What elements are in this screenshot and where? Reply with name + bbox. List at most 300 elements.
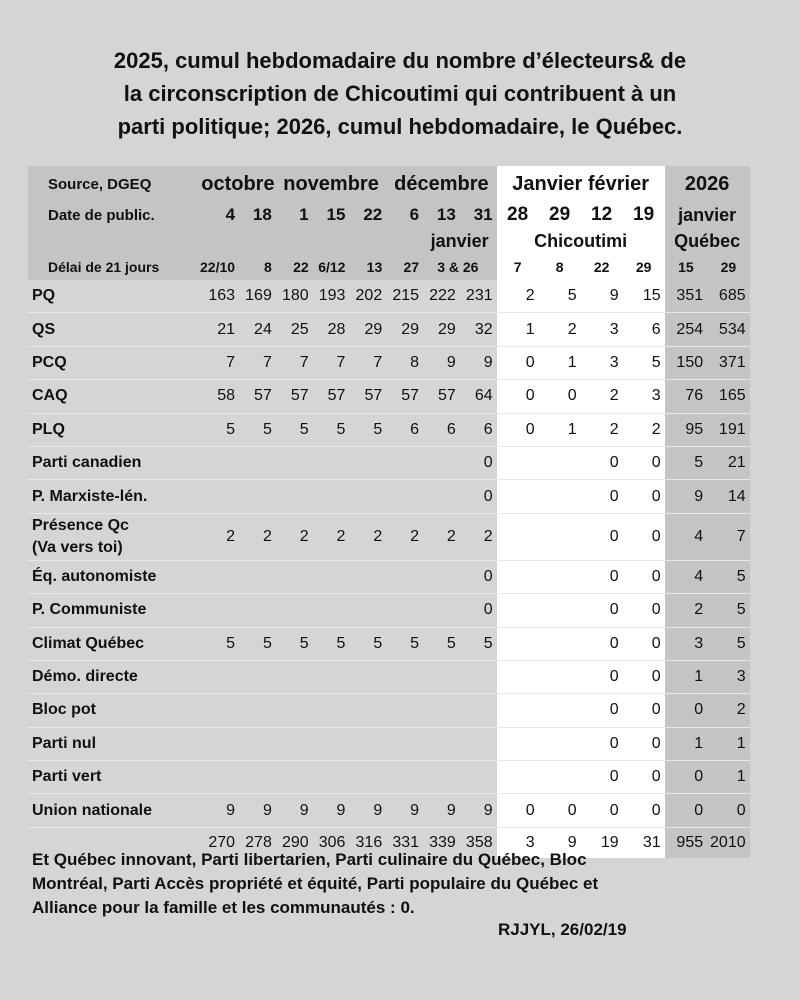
table-cell: 1 bbox=[707, 761, 750, 794]
table-cell: 8 bbox=[386, 346, 423, 379]
table-cell: 0 bbox=[623, 480, 665, 513]
table-cell: 3 bbox=[581, 313, 623, 346]
total-cell: 31 bbox=[623, 827, 665, 858]
table-cell: 2 bbox=[276, 513, 313, 560]
party-label bbox=[28, 280, 200, 313]
table-cell: 5 bbox=[460, 627, 497, 660]
total-cell: 306 bbox=[318, 833, 346, 851]
table-cell: 0 bbox=[581, 727, 623, 760]
table-cell: 0 bbox=[581, 627, 623, 660]
table-cell: 24 bbox=[239, 313, 276, 346]
title-line-3: parti politique; 2026, cumul hebdomadaire, le Québec. bbox=[117, 114, 683, 139]
party-label bbox=[28, 761, 200, 794]
table-cell bbox=[386, 446, 423, 479]
table-row bbox=[28, 413, 750, 446]
table-cell: 222 bbox=[423, 280, 460, 313]
table-cell: 0 bbox=[539, 794, 581, 827]
table-cell: 5 bbox=[239, 627, 276, 660]
party-name: P. Communiste bbox=[32, 601, 147, 619]
chicoutimi-label: Chicoutimi bbox=[497, 228, 665, 254]
table-cell: 5 bbox=[200, 413, 239, 446]
total-cell: 9 bbox=[539, 827, 581, 858]
table-cell bbox=[313, 446, 350, 479]
table-cell bbox=[497, 594, 539, 627]
table-cell: 5 bbox=[349, 627, 386, 660]
table-cell bbox=[313, 594, 350, 627]
party-name-line2: (Va vers toi) bbox=[32, 538, 123, 556]
table-cell: 25 bbox=[276, 313, 313, 346]
table-cell: 2 bbox=[423, 513, 460, 560]
table-cell: 21 bbox=[200, 313, 239, 346]
date-cell: 22 bbox=[349, 202, 386, 228]
table-cell bbox=[497, 694, 539, 727]
table-cell: 7 bbox=[200, 346, 239, 379]
table-cell bbox=[386, 594, 423, 627]
party-label bbox=[28, 660, 200, 693]
table-cell: 5 bbox=[707, 594, 750, 627]
table-cell: 2 bbox=[460, 513, 497, 560]
table-cell: 7 bbox=[313, 346, 350, 379]
table-row bbox=[28, 694, 750, 727]
party-name: CAQ bbox=[32, 387, 68, 405]
table-row bbox=[28, 627, 750, 660]
table-cell: 169 bbox=[239, 280, 276, 313]
table-cell: 32 bbox=[460, 313, 497, 346]
party-label bbox=[28, 513, 200, 560]
table-cell: 2 bbox=[200, 513, 239, 560]
table-cell: 0 bbox=[581, 794, 623, 827]
table-cell bbox=[423, 560, 460, 593]
table-cell: 0 bbox=[623, 560, 665, 593]
table-cell bbox=[239, 560, 276, 593]
table-cell: 0 bbox=[581, 694, 623, 727]
table-row bbox=[28, 480, 750, 513]
party-label bbox=[28, 380, 200, 413]
table-cell: 0 bbox=[497, 346, 539, 379]
table-cell bbox=[497, 727, 539, 760]
table-cell: 7 bbox=[349, 346, 386, 379]
table-row bbox=[28, 761, 750, 794]
table-cell bbox=[423, 761, 460, 794]
header-row-dates bbox=[28, 202, 750, 228]
date-cell: 31 bbox=[460, 202, 497, 228]
table-cell: 6 bbox=[623, 313, 665, 346]
party-name: P. Marxiste-lén. bbox=[32, 487, 148, 505]
delay-cell: 13 bbox=[349, 254, 386, 280]
date-cell: 19 bbox=[623, 202, 665, 228]
table-cell: 15 bbox=[623, 280, 665, 313]
table-cell bbox=[497, 627, 539, 660]
table-cell bbox=[539, 761, 581, 794]
delay-cell: 29 bbox=[707, 254, 750, 280]
table-cell: 2 bbox=[707, 694, 750, 727]
table-cell: 0 bbox=[623, 761, 665, 794]
delay-cell: 22/10 bbox=[200, 254, 239, 280]
table-cell: 5 bbox=[276, 413, 313, 446]
table-row bbox=[28, 280, 750, 313]
header-row-sub bbox=[28, 228, 750, 254]
table-cell: 163 bbox=[200, 280, 239, 313]
table-cell: 5 bbox=[623, 346, 665, 379]
month-novembre: novembre bbox=[276, 166, 386, 202]
table-cell: 0 bbox=[497, 794, 539, 827]
title-line-2: la circonscription de Chicoutimi qui contribuent à un bbox=[123, 81, 677, 106]
table-cell: 0 bbox=[581, 480, 623, 513]
table-cell: 2 bbox=[497, 280, 539, 313]
table-cell: 0 bbox=[539, 380, 581, 413]
table-cell bbox=[349, 761, 386, 794]
table-cell: 1 bbox=[497, 313, 539, 346]
table-cell bbox=[349, 594, 386, 627]
table-cell: 165 bbox=[707, 380, 750, 413]
delay-cell: 29 bbox=[623, 254, 665, 280]
table-cell: 4 bbox=[665, 513, 708, 560]
table-cell: 685 bbox=[707, 280, 750, 313]
table-cell bbox=[276, 560, 313, 593]
table-cell: 6 bbox=[386, 413, 423, 446]
table-cell: 0 bbox=[623, 446, 665, 479]
party-name: QS bbox=[32, 320, 56, 338]
table-cell bbox=[239, 761, 276, 794]
table-cell: 191 bbox=[707, 413, 750, 446]
table-cell: 2 bbox=[539, 313, 581, 346]
table-cell: 0 bbox=[460, 594, 497, 627]
table-cell bbox=[423, 694, 460, 727]
table-cell bbox=[423, 480, 460, 513]
delay-cell: 22 bbox=[581, 254, 623, 280]
party-name: Parti nul bbox=[32, 734, 97, 752]
table-cell: 0 bbox=[581, 660, 623, 693]
delay-label: Délai de 21 jours bbox=[28, 254, 200, 280]
table-row bbox=[28, 727, 750, 760]
table-cell: 5 bbox=[423, 627, 460, 660]
table-cell bbox=[200, 480, 239, 513]
delay-cell: 8 bbox=[539, 254, 581, 280]
table-cell: 7 bbox=[239, 346, 276, 379]
year-2026: 2026 bbox=[665, 166, 750, 202]
table-cell: 9 bbox=[313, 794, 350, 827]
party-rows bbox=[28, 280, 750, 827]
table-cell: 3 bbox=[707, 660, 750, 693]
party-label bbox=[28, 480, 200, 513]
table-cell: 215 bbox=[386, 280, 423, 313]
table-cell bbox=[539, 594, 581, 627]
contributions-table bbox=[28, 166, 750, 858]
date-cell: 29 bbox=[539, 202, 581, 228]
table-cell bbox=[200, 694, 239, 727]
total-cell: 2010 bbox=[707, 827, 750, 858]
table-cell: 5 bbox=[200, 627, 239, 660]
table-cell: 2 bbox=[581, 413, 623, 446]
table-row bbox=[28, 346, 750, 379]
party-label bbox=[28, 627, 200, 660]
table-cell: 0 bbox=[581, 513, 623, 560]
table-cell: 5 bbox=[349, 413, 386, 446]
table-cell bbox=[497, 660, 539, 693]
table-cell: 9 bbox=[276, 794, 313, 827]
table-row bbox=[28, 594, 750, 627]
table-cell bbox=[200, 446, 239, 479]
party-name: Bloc pot bbox=[32, 701, 96, 719]
footnote-line-1: Et Québec innovant, Parti libertarien, Parti culinaire du Québec, Bloc bbox=[32, 850, 587, 869]
table-cell: 0 bbox=[623, 794, 665, 827]
janvier-sub-label: janvier bbox=[386, 228, 496, 254]
table-cell: 6 bbox=[423, 413, 460, 446]
table-cell: 21 bbox=[707, 446, 750, 479]
table-cell bbox=[239, 727, 276, 760]
table-cell: 2 bbox=[665, 594, 708, 627]
table-cell bbox=[200, 761, 239, 794]
table-cell: 57 bbox=[313, 380, 350, 413]
table-cell bbox=[349, 480, 386, 513]
date-cell: 15 bbox=[313, 202, 350, 228]
month-janvier-fevrier: Janvier février bbox=[497, 166, 665, 202]
table-cell: 0 bbox=[623, 513, 665, 560]
date-cell: 18 bbox=[239, 202, 276, 228]
table-cell: 150 bbox=[665, 346, 708, 379]
table-cell: 0 bbox=[665, 694, 708, 727]
delay-cell: 8 bbox=[239, 254, 276, 280]
party-label bbox=[28, 560, 200, 593]
table-cell: 0 bbox=[497, 413, 539, 446]
table-cell: 9 bbox=[386, 794, 423, 827]
party-label bbox=[28, 694, 200, 727]
table-cell: 4 bbox=[665, 560, 708, 593]
table-row bbox=[28, 660, 750, 693]
table-cell bbox=[200, 594, 239, 627]
table-cell: 2 bbox=[386, 513, 423, 560]
party-name: Parti vert bbox=[32, 768, 102, 786]
table-cell: 0 bbox=[460, 446, 497, 479]
table-cell bbox=[276, 660, 313, 693]
total-cell: 316 bbox=[355, 833, 383, 851]
party-name: Climat Québec bbox=[32, 634, 145, 652]
table-cell: 9 bbox=[460, 346, 497, 379]
page-title bbox=[60, 44, 740, 143]
table-cell bbox=[239, 660, 276, 693]
total-cell: 955 bbox=[665, 827, 708, 858]
date-cell: 13 bbox=[423, 202, 460, 228]
table-cell bbox=[349, 446, 386, 479]
table-cell: 2 bbox=[239, 513, 276, 560]
table-cell: 231 bbox=[460, 280, 497, 313]
footnote-line-2: Montréal, Parti Accès propriété et équité, Parti populaire du Québec et bbox=[32, 874, 599, 893]
total-cell: 358 bbox=[465, 833, 493, 851]
date-cell: 6 bbox=[386, 202, 423, 228]
total-cell: 290 bbox=[281, 833, 309, 851]
table-cell: 2 bbox=[581, 380, 623, 413]
date-cell: 4 bbox=[200, 202, 239, 228]
table-cell: 180 bbox=[276, 280, 313, 313]
table-cell: 5 bbox=[707, 560, 750, 593]
table-row bbox=[28, 380, 750, 413]
party-name: PLQ bbox=[32, 420, 65, 438]
table-cell bbox=[276, 761, 313, 794]
table-cell bbox=[423, 446, 460, 479]
footnote-line-3: Alliance pour la famille et les communautés : 0. bbox=[32, 898, 415, 917]
table-cell: 0 bbox=[665, 761, 708, 794]
table-cell bbox=[313, 761, 350, 794]
table-cell: 29 bbox=[423, 313, 460, 346]
total-cell: 19 bbox=[581, 827, 623, 858]
total-cell: 339 bbox=[429, 833, 456, 851]
table-cell bbox=[200, 660, 239, 693]
table-cell: 0 bbox=[665, 794, 708, 827]
table-row bbox=[28, 560, 750, 593]
table-cell: 9 bbox=[200, 794, 239, 827]
table-cell bbox=[200, 727, 239, 760]
table-cell: 0 bbox=[623, 594, 665, 627]
table-cell bbox=[349, 694, 386, 727]
table-cell bbox=[313, 660, 350, 693]
table-cell: 5 bbox=[539, 280, 581, 313]
month-decembre: décembre bbox=[386, 166, 496, 202]
table-cell: 0 bbox=[581, 761, 623, 794]
table-cell bbox=[386, 480, 423, 513]
table-cell: 1 bbox=[665, 660, 708, 693]
table-cell bbox=[539, 694, 581, 727]
party-label bbox=[28, 594, 200, 627]
table-cell: 5 bbox=[276, 627, 313, 660]
party-name: Démo. directe bbox=[32, 668, 138, 686]
table-cell bbox=[276, 727, 313, 760]
table-cell bbox=[460, 761, 497, 794]
table-row bbox=[28, 313, 750, 346]
table-cell: 9 bbox=[665, 480, 708, 513]
table-cell: 9 bbox=[239, 794, 276, 827]
delay-cell: 3 & 26 bbox=[423, 254, 497, 280]
table-cell: 0 bbox=[623, 627, 665, 660]
table-cell: 0 bbox=[581, 560, 623, 593]
table-cell: 58 bbox=[200, 380, 239, 413]
table-cell bbox=[239, 694, 276, 727]
table-cell bbox=[239, 446, 276, 479]
table-cell: 2 bbox=[349, 513, 386, 560]
table-cell: 6 bbox=[460, 413, 497, 446]
table-cell bbox=[423, 660, 460, 693]
table-cell bbox=[349, 660, 386, 693]
table-cell bbox=[276, 594, 313, 627]
table-cell bbox=[497, 560, 539, 593]
table-cell bbox=[386, 727, 423, 760]
table-cell: 5 bbox=[313, 413, 350, 446]
table-cell: 5 bbox=[313, 627, 350, 660]
party-name: PQ bbox=[32, 287, 56, 305]
table-cell: 0 bbox=[460, 480, 497, 513]
table-cell: 3 bbox=[665, 627, 708, 660]
table-cell: 29 bbox=[386, 313, 423, 346]
table-cell bbox=[460, 694, 497, 727]
header-row-delay bbox=[28, 254, 750, 280]
party-label bbox=[28, 446, 200, 479]
table-cell: 28 bbox=[313, 313, 350, 346]
table-cell: 534 bbox=[707, 313, 750, 346]
table-cell: 57 bbox=[349, 380, 386, 413]
table-cell bbox=[386, 660, 423, 693]
table-cell bbox=[386, 694, 423, 727]
party-name: Présence Qc bbox=[32, 516, 129, 534]
table-cell bbox=[539, 627, 581, 660]
date-cell: 12 bbox=[581, 202, 623, 228]
table-cell: 5 bbox=[665, 446, 708, 479]
table-cell: 1 bbox=[539, 413, 581, 446]
table-cell: 29 bbox=[349, 313, 386, 346]
table-cell: 57 bbox=[386, 380, 423, 413]
table-cell: 7 bbox=[707, 513, 750, 560]
total-cell: 278 bbox=[245, 833, 272, 851]
table-cell: 76 bbox=[665, 380, 708, 413]
table-row bbox=[28, 513, 750, 560]
table-cell bbox=[539, 727, 581, 760]
table-cell bbox=[539, 480, 581, 513]
table-cell: 0 bbox=[623, 694, 665, 727]
party-label bbox=[28, 346, 200, 379]
table-cell: 9 bbox=[423, 346, 460, 379]
table-cell bbox=[349, 727, 386, 760]
party-name: Parti canadien bbox=[32, 454, 142, 472]
table-cell bbox=[423, 594, 460, 627]
total-cell: 331 bbox=[392, 833, 420, 851]
party-label bbox=[28, 727, 200, 760]
table-cell bbox=[349, 560, 386, 593]
header-row-months bbox=[28, 166, 750, 202]
table-cell: 0 bbox=[581, 446, 623, 479]
delay-cell: 6/12 bbox=[313, 254, 350, 280]
table-cell: 9 bbox=[349, 794, 386, 827]
table-cell bbox=[497, 480, 539, 513]
table-cell: 5 bbox=[239, 413, 276, 446]
table-cell: 0 bbox=[581, 594, 623, 627]
table-cell bbox=[313, 480, 350, 513]
table-cell: 9 bbox=[423, 794, 460, 827]
party-name: Union nationale bbox=[32, 801, 152, 819]
janvier-2026-label: janvier bbox=[665, 202, 750, 228]
delay-cell: 22 bbox=[276, 254, 313, 280]
table-cell: 5 bbox=[386, 627, 423, 660]
title-line-1: 2025, cumul hebdomadaire du nombre d’électeurs& de bbox=[113, 48, 687, 73]
table-cell bbox=[200, 560, 239, 593]
table-cell: 351 bbox=[665, 280, 708, 313]
total-cell: 3 bbox=[497, 827, 539, 858]
quebec-label: Québec bbox=[665, 228, 750, 254]
table-cell: 1 bbox=[707, 727, 750, 760]
table-cell: 64 bbox=[460, 380, 497, 413]
table-cell: 1 bbox=[539, 346, 581, 379]
table-cell: 3 bbox=[623, 380, 665, 413]
table-cell: 5 bbox=[707, 627, 750, 660]
party-label bbox=[28, 413, 200, 446]
table-cell: 57 bbox=[276, 380, 313, 413]
table-cell: 0 bbox=[707, 794, 750, 827]
table-cell: 9 bbox=[581, 280, 623, 313]
source-label: Source, DGEQ bbox=[28, 166, 200, 202]
table-cell: 2 bbox=[623, 413, 665, 446]
table-cell bbox=[539, 513, 581, 560]
table-cell bbox=[313, 560, 350, 593]
party-label bbox=[28, 313, 200, 346]
table-cell: 2 bbox=[313, 513, 350, 560]
table-cell: 9 bbox=[460, 794, 497, 827]
table-row bbox=[28, 446, 750, 479]
table-cell: 0 bbox=[623, 660, 665, 693]
table-cell bbox=[276, 446, 313, 479]
footnote bbox=[32, 848, 752, 920]
date-cell: 28 bbox=[497, 202, 539, 228]
table-cell: 0 bbox=[460, 560, 497, 593]
table-cell bbox=[276, 694, 313, 727]
table-cell bbox=[460, 660, 497, 693]
delay-cell: 27 bbox=[386, 254, 423, 280]
